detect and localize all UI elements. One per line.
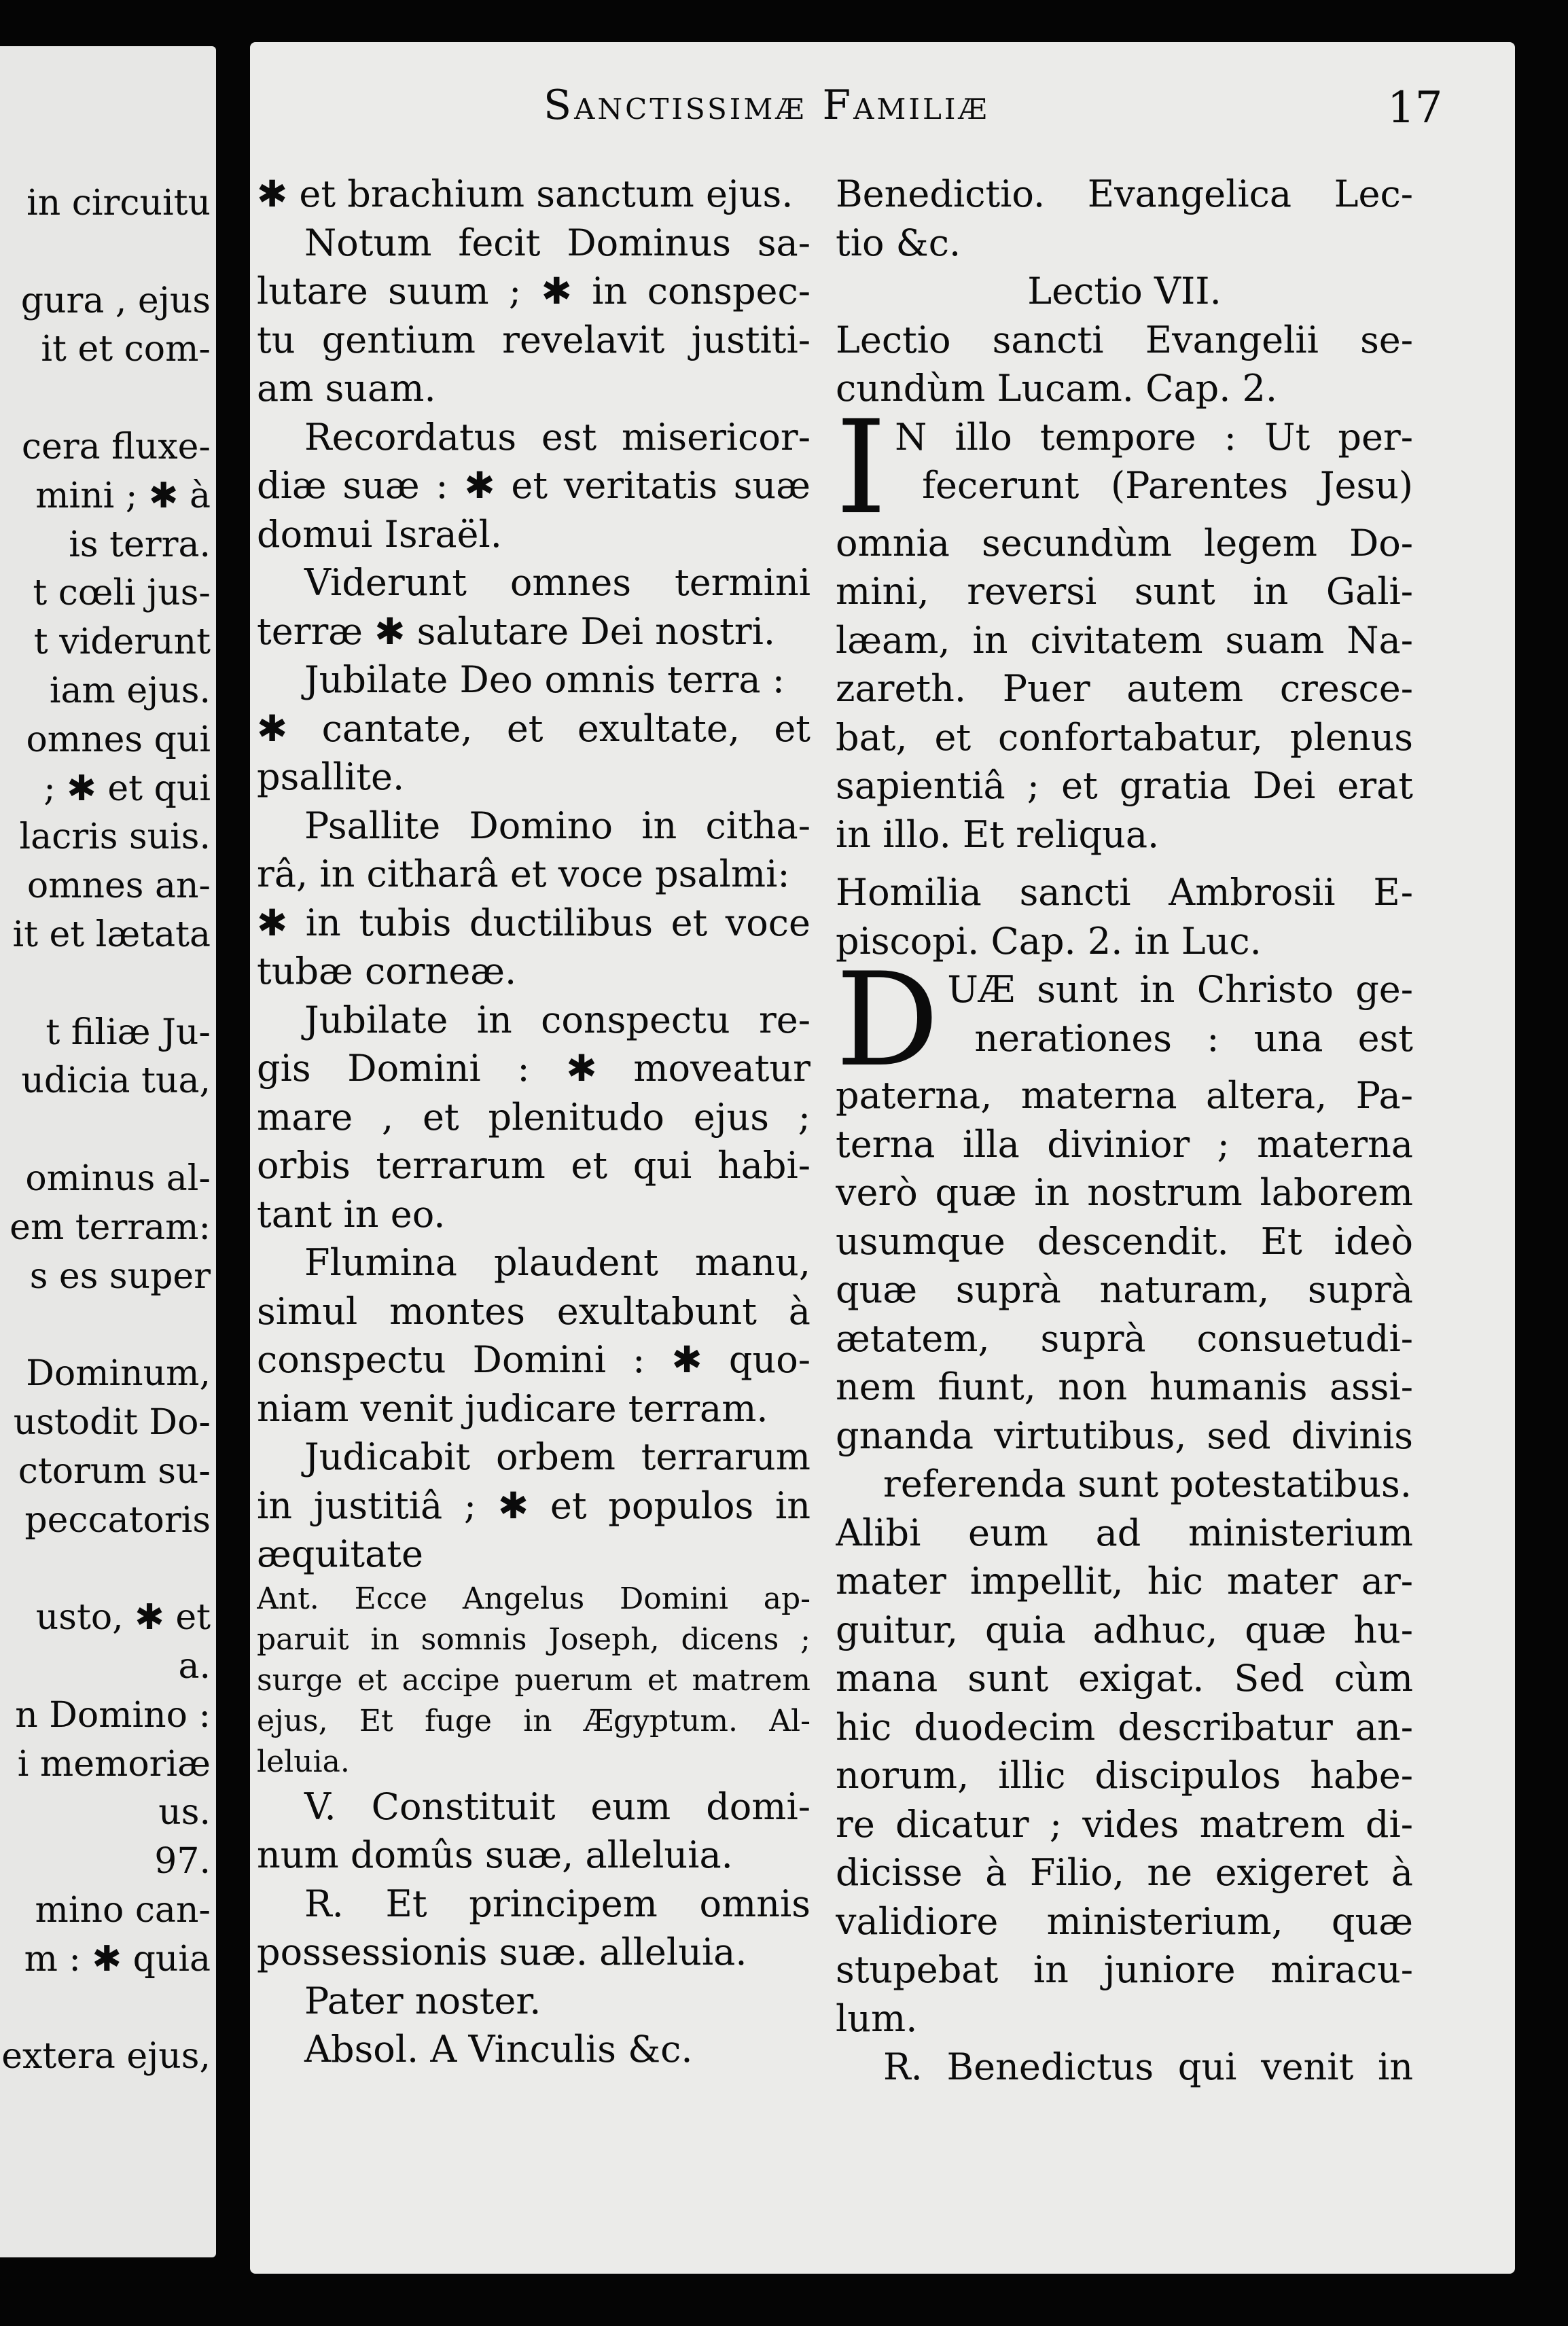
left-fragment-line: Dominum, [26, 1353, 211, 1395]
text-line: ✱ et brachium sanctum ejus. [257, 173, 794, 215]
text-line: stupebat in juniore miracu- [836, 1948, 1413, 1991]
text-line: mana sunt exigat. Sed cùm [836, 1657, 1413, 1700]
page-number: 17 [1387, 83, 1443, 133]
text-line: piscopi. Cap. 2. in Luc. [836, 919, 1262, 963]
text-line: num domûs suæ, alleluia. [257, 1833, 733, 1876]
text-line: orbis terrarum et qui habi- [257, 1144, 810, 1187]
left-fragment-line: ominus al- [25, 1158, 211, 1199]
right-column [836, 170, 1413, 2092]
left-fragment-line: 97. [154, 1841, 211, 1882]
left-fragment-line: mino can- [35, 1890, 211, 1931]
text-line: fecerunt (Parentes Jesu) [922, 464, 1413, 507]
text-line: verò quæ in nostrum laborem [836, 1171, 1413, 1214]
left-page-fragment [0, 46, 216, 2257]
left-fragment-line: us. [158, 1792, 211, 1833]
left-fragment-line: m : ✱ quia [24, 1938, 211, 1980]
text-line: Recordatus est misericor- [304, 415, 810, 459]
text-line: niam venit judicare terram. [257, 1386, 768, 1430]
text-line: gis Domini : ✱ moveatur [257, 1047, 810, 1090]
text-line: nem fiunt, non humanis assi- [836, 1365, 1413, 1408]
text-line: norum, illic discipulos habe- [836, 1754, 1413, 1797]
left-fragment-line: gura , ejus [20, 280, 211, 321]
text-line: R. Et principem omnis [304, 1882, 810, 1925]
left-fragment-line: em terram: [10, 1206, 211, 1248]
text-line: in justitiâ ; ✱ et populos in [257, 1484, 810, 1527]
text-line: referenda sunt potestatibus. [883, 1463, 1412, 1505]
text-line: re dicatur ; vides matrem di- [836, 1802, 1413, 1846]
text-line: tio &c. [836, 221, 961, 264]
text-line: bat, et confortabatur, plenus [836, 715, 1413, 759]
left-fragment-line: mini ; ✱ à [35, 475, 211, 516]
text-line: mare , et plenitudo ejus ; [257, 1095, 810, 1139]
left-fragment-line: n Domino : [15, 1694, 211, 1736]
text-line: terna illa divinior ; materna [836, 1122, 1413, 1166]
text-line: tant in eo. [257, 1192, 446, 1236]
text-line: Lectio sancti Evangelii se- [836, 318, 1413, 361]
left-fragment-line: iam ejus. [49, 670, 211, 711]
text-line: usumque descendit. Et ideò [836, 1219, 1413, 1263]
left-fragment-line: peccatoris [24, 1499, 211, 1541]
text-line: paruit in somnis Joseph, dicens ; [257, 1622, 810, 1657]
left-fragment-line: t filiæ Ju- [46, 1012, 211, 1053]
left-fragment-line: i memoriæ [17, 1743, 211, 1785]
text-line: omnia secundùm legem Do- [836, 521, 1413, 565]
text-line: cundùm Lucam. Cap. 2. [836, 367, 1278, 410]
text-line: tu gentium revelavit justiti- [257, 318, 810, 361]
text-line: Jubilate Deo omnis terra : [304, 658, 785, 701]
text-line: Flumina plaudent manu, [304, 1241, 810, 1284]
text-line: nerationes : una est [974, 1016, 1413, 1060]
left-fragment-line: udicia tua, [21, 1060, 211, 1102]
text-line: Lectio VII. [1027, 270, 1222, 312]
text-line: leluia. [257, 1744, 350, 1779]
text-line: tubæ corneæ. [257, 950, 517, 992]
text-line: mater impellit, hic mater ar- [836, 1560, 1413, 1603]
text-line: am suam. [257, 367, 436, 410]
text-line: gnanda virtutibus, sed divinis [836, 1414, 1413, 1457]
text-line: R. Benedictus qui venit in [883, 2045, 1413, 2088]
text-line: guitur, quia adhuc, quæ hu- [836, 1608, 1413, 1651]
running-head: Sanctissimæ Familiæ [544, 82, 990, 129]
text-line: V. Constituit eum domi- [304, 1785, 810, 1828]
text-line: ✱ cantate, et exultate, et [257, 706, 810, 750]
text-line: Absol. A Vinculis &c. [304, 2028, 693, 2071]
left-column [257, 170, 810, 2074]
text-line: validiore ministerium, quæ [836, 1899, 1413, 1943]
text-line: Pater noster. [304, 1979, 541, 2022]
text-line: Psallite Domino in citha- [304, 804, 810, 847]
text-line: paterna, materna altera, Pa- [836, 1074, 1413, 1117]
left-fragment-line: s es super [29, 1255, 211, 1297]
text-line: UÆ sunt in Christo ge- [947, 968, 1413, 1011]
text-line: ✱ in tubis ductilibus et voce [257, 901, 810, 944]
text-line: dicisse à Filio, ne exigeret à [836, 1851, 1413, 1894]
left-fragment-line: a. [178, 1646, 211, 1687]
left-fragment-line: ustodit Do- [13, 1402, 211, 1443]
left-fragment-line: is terra. [69, 524, 211, 565]
drop-cap-paragraph [836, 413, 1413, 519]
text-line: diæ suæ : ✱ et veritatis suæ [257, 464, 810, 507]
text-line: domui Israël. [257, 512, 502, 556]
text-line: Jubilate in conspectu re- [304, 998, 810, 1041]
text-line: Homilia sancti Ambrosii E- [836, 871, 1413, 914]
text-line: quæ suprà naturam, suprà [836, 1268, 1413, 1311]
left-fragment-line: extera ejus, [1, 2036, 211, 2077]
left-fragment-line: it et com- [41, 329, 211, 370]
text-line: psallite. [257, 755, 405, 798]
text-line: æquitate [257, 1533, 423, 1575]
text-line: lutare suum ; ✱ in conspec- [257, 270, 810, 312]
text-line: ætatem, suprà consuetudi- [836, 1317, 1413, 1360]
text-line: terræ ✱ salutare Dei nostri. [257, 609, 776, 653]
text-line: zareth. Puer autem cresce- [836, 667, 1413, 710]
text-line: possessionis suæ. alleluia. [257, 1931, 747, 1973]
left-fragment-line: in circuitu [26, 183, 211, 223]
text-line: hic duodecim describatur an- [836, 1705, 1413, 1749]
text-line: surge et accipe puerum et matrem [257, 1662, 810, 1698]
left-fragment-line: ; ✱ et qui [43, 768, 211, 809]
text-line: Benedictio. Evangelica Lec- [836, 173, 1413, 215]
left-fragment-line: t cœli jus- [33, 573, 211, 614]
left-fragment-line: omnes an- [26, 865, 211, 907]
left-fragment-line: lacris suis. [19, 817, 211, 858]
text-line: simul montes exultabunt à [257, 1289, 810, 1333]
text-line: Viderunt omnes termini [304, 561, 810, 604]
left-fragment-line: usto, ✱ et [35, 1597, 211, 1639]
left-fragment-line: it et lætata [12, 914, 211, 955]
left-fragment-line: t viderunt [33, 622, 211, 663]
text-line: râ, in citharâ et voce psalmi: [257, 853, 790, 895]
text-line: Alibi eum ad ministerium [836, 1511, 1413, 1554]
text-line: ejus, Et fuge in Ægyptum. Al- [257, 1703, 810, 1738]
left-fragment-line: omnes qui [26, 719, 211, 760]
text-line: mini, reversi sunt in Gali- [836, 570, 1413, 613]
drop-cap-paragraph [836, 965, 1413, 1071]
text-line: læam, in civitatem suam Na- [836, 618, 1413, 662]
text-line: Notum fecit Dominus sa- [304, 221, 810, 264]
text-line: conspectu Domini : ✱ quo- [257, 1338, 810, 1381]
left-fragment-line: ctorum su- [18, 1450, 211, 1492]
text-line: lum. [836, 1997, 918, 2040]
text-line: in illo. Et reliqua. [836, 812, 1160, 856]
drop-cap-i: I [836, 412, 887, 519]
text-line: Ant. Ecce Angelus Domini ap- [257, 1581, 810, 1616]
text-line: sapientiâ ; et gratia Dei erat [836, 764, 1413, 807]
left-fragment-line: cera fluxe- [21, 427, 211, 467]
drop-cap-d: D [836, 965, 940, 1071]
text-line: Judicabit orbem terrarum [304, 1435, 810, 1478]
text-line: N illo tempore : Ut per- [895, 415, 1413, 459]
